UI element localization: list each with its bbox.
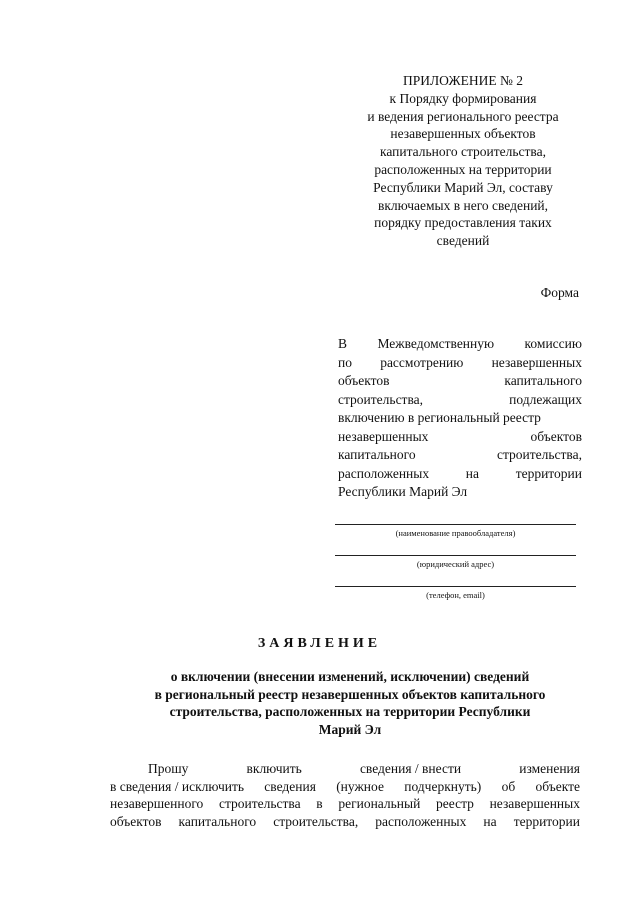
body-line: [110, 813, 580, 831]
appendix-line: расположенных на территории: [374, 161, 552, 177]
body-line: [110, 778, 580, 796]
body-word: объектов: [110, 813, 162, 829]
addressee-word: капитального: [504, 373, 582, 388]
body-word: территории: [513, 813, 580, 829]
addressee-line: [338, 354, 582, 373]
addressee-word: подлежащих: [509, 391, 582, 407]
body-word: незавершенных: [489, 796, 580, 811]
addressee-word: комиссию: [524, 336, 582, 351]
body-word: об: [501, 778, 516, 794]
addressee-word: незавершенных: [491, 354, 582, 370]
addressee-word: территории: [515, 465, 582, 481]
addressee-word: объектов: [530, 428, 582, 444]
subtitle-line: строительства, расположенных на территории Республики: [169, 704, 531, 719]
appendix-line: ПРИЛОЖЕНИЕ № 2: [402, 73, 524, 88]
appendix-line: включаемых в него сведений,: [377, 197, 549, 213]
body-line: [110, 795, 580, 813]
addressee-word: на: [465, 465, 479, 481]
body-word: (нужное: [336, 778, 384, 794]
addressee-word: расположенных: [338, 465, 430, 481]
body-word: подчеркнуть): [404, 778, 482, 794]
addressee-line: [338, 335, 582, 354]
document-subtitle: [110, 668, 590, 738]
appendix-line: и ведения регионального реестра: [367, 108, 559, 124]
body-line: [110, 760, 580, 778]
contact-line[interactable]: [335, 586, 576, 587]
appendix-line: сведений: [436, 233, 490, 249]
addressee-word: строительства,: [496, 447, 582, 462]
form-label: Форма: [540, 285, 579, 300]
body-word: изменения: [519, 761, 580, 776]
body-word: сведения / внести: [359, 761, 462, 776]
addressee-line: [338, 446, 582, 465]
addressee-line: [338, 391, 582, 410]
addressee-line: [338, 465, 582, 484]
body-word: сведения: [264, 778, 316, 794]
holder-name-line[interactable]: [335, 524, 576, 525]
addressee-word: Республики Марий Эл: [338, 484, 468, 499]
subtitle-line: о включении (внесении изменений, исключении) сведений: [170, 669, 530, 684]
appendix-line: капитального строительства,: [379, 144, 546, 160]
body-word: региональный: [338, 796, 421, 811]
contact-caption: (телефон, email): [426, 590, 485, 600]
addressee-line: [338, 483, 582, 502]
body-word: незавершенного: [110, 796, 204, 811]
appendix-line: незавершенных объектов: [390, 126, 536, 142]
body-word: в сведения / исключить: [110, 778, 245, 794]
addressee-word: включению в региональный реестр: [338, 410, 541, 425]
addressee-word: В: [338, 336, 348, 351]
body-word: Прошу: [148, 761, 189, 776]
body-word: объекте: [535, 778, 580, 794]
body-word: включить: [246, 761, 302, 776]
body-word: в: [316, 796, 323, 811]
addressee-word: строительства,: [338, 391, 424, 407]
addressee-word: Межведомственную: [377, 336, 495, 351]
body-word: на: [483, 813, 497, 829]
addressee-word: объектов: [338, 373, 390, 388]
appendix-line: к Порядку формирования: [389, 90, 537, 106]
body-word: расположенных: [375, 813, 467, 829]
addressee-word: незавершенных: [338, 428, 429, 444]
body-word: капитального: [178, 813, 257, 829]
document-title: ЗАЯВЛЕНИЕ: [257, 636, 382, 651]
holder-name-caption: (наименование правообладателя): [395, 528, 516, 538]
body-word: строительства: [218, 796, 301, 811]
appendix-line: Республики Марий Эл, составу: [373, 179, 553, 195]
addressee-word: капитального: [338, 447, 416, 462]
addressee-word: по: [338, 354, 352, 370]
addressee-line: [338, 409, 582, 428]
subtitle-line: в региональный реестр незавершенных объектов капитального: [154, 686, 546, 702]
addressee-line: [338, 372, 582, 391]
body-word: реестр: [436, 796, 474, 811]
subtitle-line: Марий Эл: [318, 721, 382, 737]
appendix-line: порядку предоставления таких: [374, 215, 552, 231]
addressee-word: рассмотрению: [380, 354, 464, 370]
body-word: строительства,: [273, 813, 359, 829]
body-paragraph: [110, 760, 580, 830]
legal-address-caption: (юридический адрес): [416, 559, 495, 569]
addressee-block: [338, 335, 582, 502]
legal-address-line[interactable]: [335, 555, 576, 556]
appendix-header: [330, 72, 596, 250]
addressee-line: [338, 428, 582, 447]
